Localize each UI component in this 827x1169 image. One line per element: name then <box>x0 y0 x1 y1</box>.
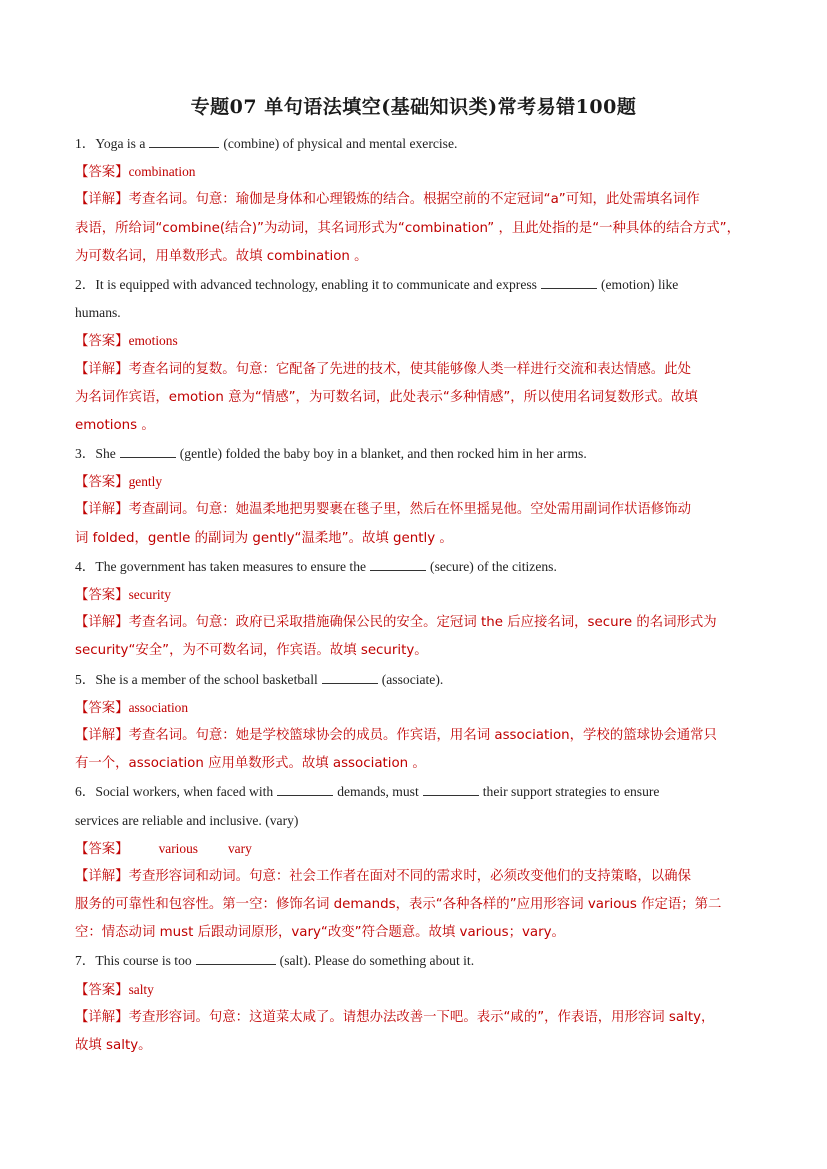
detail-4: 【详解】考查名词。句意：政府已采取措施确保公民的安全。定冠词 the 后应接名词，secure 的名词形式为 <box>75 615 717 631</box>
detail-2-cont: emotions 。 <box>75 417 155 433</box>
detail-1-cont: 为可数名词，用单数形式。故填 combination 。 <box>75 248 368 264</box>
question-2-cont: humans. <box>75 305 121 321</box>
answer-blank[interactable] <box>370 556 426 571</box>
detail-6-cont: 服务的可靠性和包容性。第一空：修饰名词 demands，表示“各种各样的”应用形容词 various 作定语；第二 <box>75 897 722 913</box>
detail-7: 【详解】考查形容词。句意：这道菜太咸了。请想办法改善一下吧。表示“咸的”，作表语，用形容词 salty， <box>75 1009 715 1025</box>
answer-blank[interactable] <box>541 274 597 289</box>
detail-2: 【详解】考查名词的复数。句意：它配备了先进的技术，使其能够像人类一样进行交流和表达情感。此处 <box>75 361 691 377</box>
question-7: 7．This course is too (salt). Please do something about it. <box>75 947 755 975</box>
answer-3: 【答案】gently <box>75 474 163 491</box>
answer-blank[interactable] <box>322 669 378 684</box>
answer-blank[interactable] <box>277 781 333 796</box>
answer-2: 【答案】emotions <box>75 333 178 350</box>
answer-blank[interactable] <box>120 443 176 458</box>
answer-blank[interactable] <box>149 133 219 148</box>
question-1: 1．Yoga is a (combine) of physical and mental exercise. <box>75 130 755 158</box>
detail-5: 【详解】考查名词。句意：她是学校篮球协会的成员。作宾语，用名词 association，学校的篮球协会通常只 <box>75 727 717 743</box>
detail-6-cont: 空：情态动词 must 后跟动词原形，vary“改变”符合题意。故填 various；vary。 <box>75 925 565 941</box>
question-3: 3．She (gentle) folded the baby boy in a blanket, and then rocked him in her arms. <box>75 440 755 468</box>
answer-6: 【答案】 various vary <box>75 840 252 857</box>
detail-1: 【详解】考查名词。句意：瑜伽是身体和心理锻炼的结合。根据空前的不定冠词“a”可知，此处需填名词作 <box>75 192 700 208</box>
detail-7-cont: 故填 salty。 <box>75 1038 152 1053</box>
answer-7: 【答案】salty <box>75 981 154 998</box>
answer-blank[interactable] <box>196 950 276 965</box>
answer-5: 【答案】association <box>75 699 189 716</box>
detail-3: 【详解】考查副词。句意：她温柔地把男婴裹在毯子里，然后在怀里摇晃他。空处需用副词作状语修饰动 <box>75 502 691 518</box>
question-4: 4．The government has taken measures to ensure the (secure) of the citizens. <box>75 553 755 581</box>
detail-2-cont: 为名词作宾语，emotion 意为“情感”，为可数名词，此处表示“多种情感”，所以使用名词复数形式。故填 <box>75 389 698 405</box>
page-title: 专题07 单句语法填空(基础知识类)常考易错100题 <box>190 96 637 118</box>
detail-5-cont: 有一个，association 应用单数形式。故填 association 。 <box>75 756 426 772</box>
detail-6: 【详解】考查形容词和动词。句意：社会工作者在面对不同的需求时，必须改变他们的支持策略，以确保 <box>75 868 691 884</box>
detail-1-cont: 表语，所给词“combine(结合)”为动词，其名词形式为“combination” ，且此处指的是“一种具体的结合方式”， <box>75 220 740 236</box>
question-2: 2．It is equipped with advanced technology, enabling it to communicate and express (emotion) like <box>75 271 755 299</box>
answer-1: 【答案】combination <box>75 164 196 181</box>
answer-4: 【答案】security <box>75 587 171 603</box>
question-6: 6．Social workers, when faced with demands, must their support strategies to ensure <box>75 778 755 806</box>
question-list <box>75 130 755 1060</box>
answer-blank[interactable] <box>423 781 479 796</box>
detail-3-cont: 词 folded，gentle 的副词为 gently“温柔地”。故填 gently 。 <box>75 530 453 546</box>
question-5: 5．She is a member of the school basketball (associate). <box>75 666 755 694</box>
detail-4-cont: security“安全”，为不可数名词，作宾语。故填 security。 <box>75 643 428 659</box>
question-6-cont: services are reliable and inclusive. (vary) <box>75 812 299 828</box>
